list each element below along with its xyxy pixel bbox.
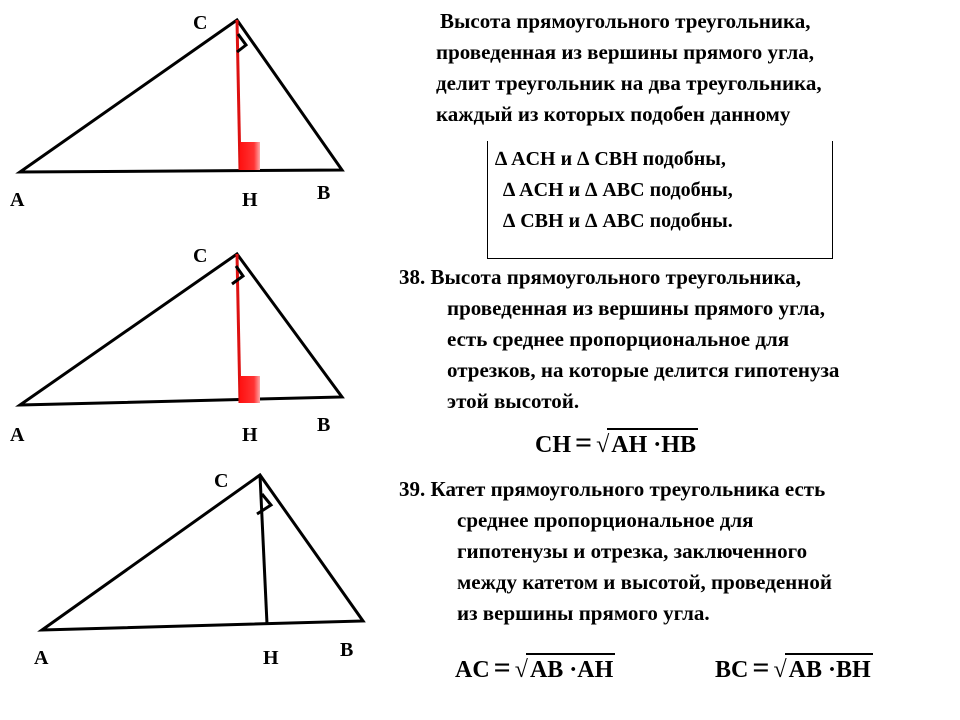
vertex-label-c: C bbox=[193, 245, 208, 267]
similarity-line: ∆ CBH и ∆ ABC подобны. bbox=[503, 210, 733, 232]
vertex-label-h: H bbox=[263, 647, 279, 669]
triangle-3 bbox=[42, 475, 363, 630]
similarity-box bbox=[487, 141, 833, 259]
formula-lhs: CH bbox=[535, 432, 571, 458]
vertex-label-c: C bbox=[193, 12, 208, 34]
vertex-label-c: C bbox=[214, 470, 229, 492]
formula-lhs: BC bbox=[715, 657, 749, 683]
formula-radicand: AB ·AH bbox=[526, 653, 615, 685]
triangle-3-outline bbox=[42, 475, 363, 630]
vertex-label-a: A bbox=[10, 424, 25, 446]
vertex-label-h: H bbox=[242, 424, 258, 446]
vertex-label-b: B bbox=[317, 182, 331, 204]
intro-line: проведенная из вершины прямого угла, bbox=[436, 40, 815, 64]
theorem-38-line: есть среднее пропорциональное для bbox=[447, 327, 790, 351]
theorem-39-line: из вершины прямого угла. bbox=[457, 601, 710, 625]
formula-radicand: AB ·BH bbox=[785, 653, 873, 685]
intro-line: делит треугольник на два треугольника, bbox=[436, 71, 822, 95]
intro-paragraph bbox=[436, 6, 822, 130]
triangle-2-outline bbox=[20, 254, 342, 405]
theorem-38-line: этой высотой. bbox=[447, 389, 580, 413]
similarity-line: ∆ ACH и ∆ ABC подобны, bbox=[503, 179, 733, 201]
theorem-38-line: проведенная из вершины прямого угла, bbox=[447, 296, 826, 320]
vertex-label-a: A bbox=[34, 647, 49, 669]
formula-lhs: AC bbox=[455, 657, 490, 683]
vertex-label-b: B bbox=[340, 639, 354, 661]
vertex-label-h: H bbox=[242, 189, 258, 211]
triangle-1-outline bbox=[20, 20, 342, 172]
triangle-2 bbox=[20, 254, 342, 405]
right-angle-mark-h-2 bbox=[240, 376, 260, 403]
sqrt-icon: √ bbox=[773, 657, 787, 683]
equals-sign: = bbox=[575, 426, 593, 459]
vertex-label-b: B bbox=[317, 414, 331, 436]
theorem-39-heading: 39. Катет прямоугольного треугольника есть bbox=[399, 477, 826, 501]
theorem-38 bbox=[399, 262, 839, 417]
theorem-39 bbox=[399, 474, 832, 629]
equals-sign: = bbox=[493, 651, 511, 684]
formula-bc bbox=[715, 653, 873, 685]
theorem-39-line: между катетом и высотой, проведенной bbox=[457, 570, 832, 594]
similarity-line: ∆ ACH и ∆ CBH подобны, bbox=[495, 148, 726, 170]
right-angle-mark-c-3 bbox=[257, 494, 271, 514]
theorem-39-line: среднее пропорциональное для bbox=[457, 508, 754, 532]
theorem-39-line: гипотенузы и отрезка, заключенного bbox=[457, 539, 808, 563]
formula-ac bbox=[455, 653, 615, 685]
sqrt-icon: √ bbox=[514, 657, 528, 683]
altitude-2 bbox=[237, 254, 240, 403]
formula-radicand: AH ·HB bbox=[607, 428, 698, 460]
altitude-1 bbox=[237, 20, 240, 170]
intro-line: каждый из которых подобен данному bbox=[436, 102, 791, 126]
theorem-38-heading: 38. Высота прямоугольного треугольника, bbox=[399, 265, 802, 289]
equals-sign: = bbox=[752, 651, 770, 684]
vertex-label-a: A bbox=[10, 189, 25, 211]
formula-ch bbox=[535, 428, 698, 460]
right-angle-mark-h-1 bbox=[240, 142, 260, 170]
triangle-1 bbox=[20, 20, 342, 172]
sqrt-icon: √ bbox=[596, 432, 610, 458]
theorem-38-line: отрезков, на которые делится гипотенуза bbox=[447, 358, 840, 382]
intro-line: Высота прямоугольного треугольника, bbox=[440, 9, 811, 33]
